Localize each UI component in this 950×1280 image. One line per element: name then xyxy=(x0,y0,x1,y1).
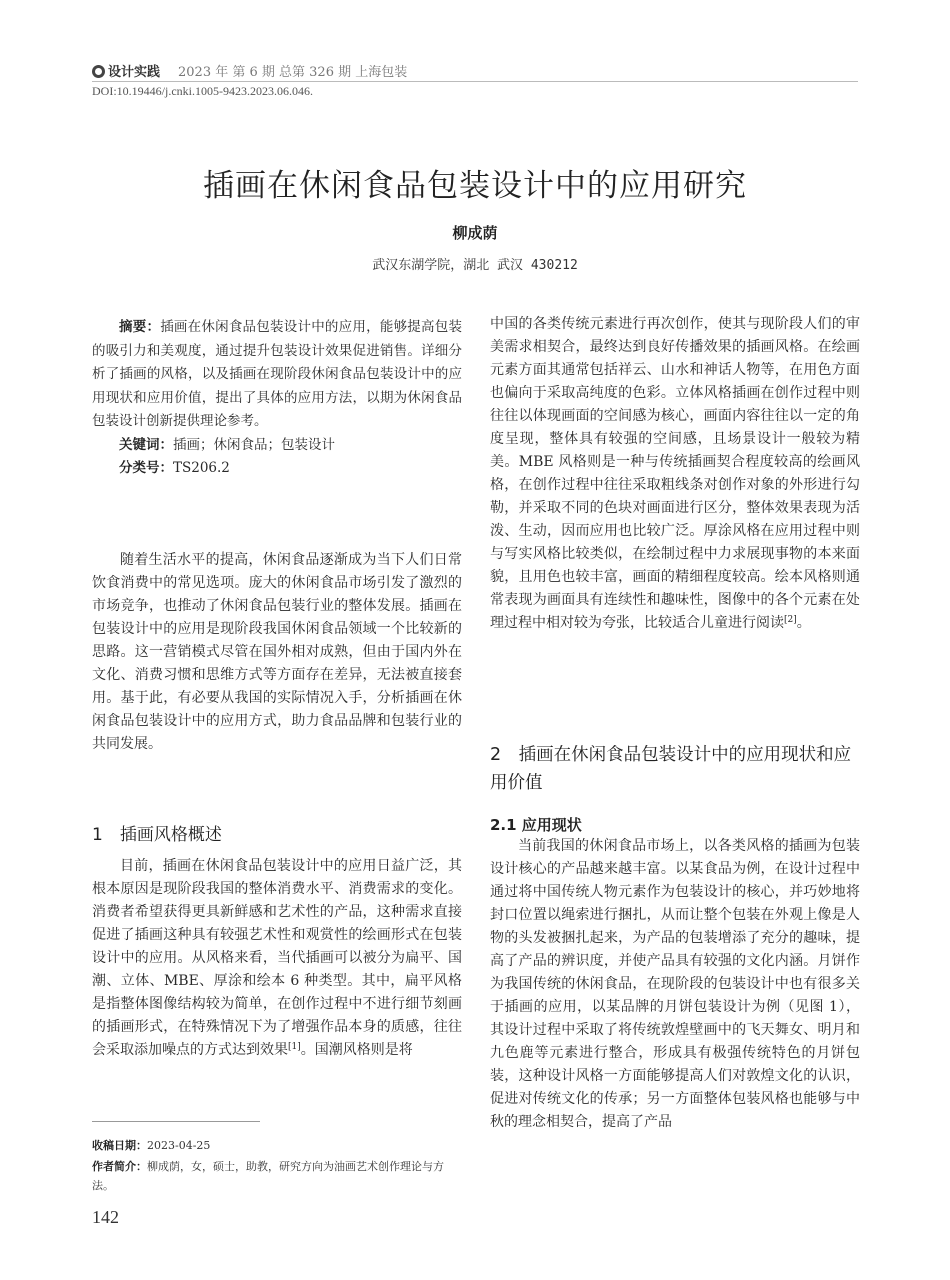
abstract-block xyxy=(92,316,462,481)
abstract-label: 摘要： xyxy=(119,319,161,335)
bio-label: 作者简介： xyxy=(92,1160,147,1173)
issue-info: 2023 年 第 6 期 总第 326 期 上海包装 xyxy=(178,65,408,80)
received-value: 2023-04-25 xyxy=(147,1139,211,1152)
author-name: 柳成荫 xyxy=(452,224,498,242)
journal-logo-icon xyxy=(92,65,105,78)
section-2-1-heading: 2.1 应用现状 xyxy=(490,816,582,834)
section-1-paragraph xyxy=(92,855,462,1062)
abstract-text: 插画在休闲食品包装设计中的应用，能够提高包装的吸引力和美观度，通过提升包装设计效果促进销售。详细分析了插画的风格，以及插画在现阶段休闲食品包装设计中的应用现状和应用价值，提出了具体的应用方法，以期为休闲食品包装设计创新提供理论参考。 xyxy=(92,319,462,429)
introduction xyxy=(92,549,462,756)
running-header xyxy=(92,61,858,81)
section-1-continuation xyxy=(490,313,860,635)
classification xyxy=(92,457,462,481)
author-affiliation: 武汉东湖学院，湖北 武汉 430212 xyxy=(372,258,578,273)
header-divider xyxy=(92,81,858,82)
classification-label: 分类号： xyxy=(119,460,173,476)
section-1-heading: 1 插画风格概述 xyxy=(92,825,222,845)
intro-paragraph: 随着生活水平的提高，休闲食品逐渐成为当下人们日常饮食消费中的常见选项。庞大的休闲食品市场引发了激烈的市场竞争，也推动了休闲食品包装行业的整体发展。插画在包装设计中的应用是现阶段我国休闲食品领域一个比较新的思路。这一营销模式尽管在国外相对成熟，但由于国内外在文化、消费习惯和思维方式等方面存在差异，无法被直接套用。基于此，有必要从我国的实际情况入手，分析插画在休闲食品包装设计中的应用方式，助力食品品牌和包装行业的共同发展。 xyxy=(92,552,462,752)
classification-code: TS206.2 xyxy=(173,460,230,476)
bio-text: 柳成荫，女，硕士，助教，研究方向为油画艺术创作理论与方法。 xyxy=(92,1160,444,1192)
footnote-divider xyxy=(92,1121,260,1122)
citation-2: [2] xyxy=(784,615,797,625)
journal-brand: 设计实践 xyxy=(108,65,161,80)
received-date xyxy=(92,1137,210,1153)
continuation-text: 中国的各类传统元素进行再次创作，使其与现阶段人们的审美需求相契合，最终达到良好传播效果的插画风格。在绘画元素方面其通常包括祥云、山水和神话人物等，在用色方面也偏向于采取高纯度的色彩。立体风格插画在创作过程中则往往以体现画面的空间感为核心，画面内容往往以一定的角度呈现，整体具有较强的空间感，且场景设计一般较为精美。MBE 风格则是一种与传统插画契合程度较高的绘画风格，在创作过程中往往采取粗线条对创作对象的外形进行勾勒，并采取不同的色块对画面进行区分，整体效果表现为活泼、生动，因而应用也比较广泛。厚涂风格在应用过程中则与写实风格比较类似，在绘制过程中力求展现事物的本来面貌，且用色也较丰富，画面的精细程度较高。绘本风格则通常表现为画面具有连续性和趣味性，图像中的各个元素在处理过程中相对较为夸张，比较适合儿童进行阅读 xyxy=(490,316,860,631)
author-bio xyxy=(92,1157,462,1195)
article-title: 插画在休闲食品包装设计中的应用研究 xyxy=(203,168,747,204)
page-number: 142 xyxy=(92,1207,119,1227)
section-1-body xyxy=(92,855,462,1062)
keywords-text: 插画；休闲食品；包装设计 xyxy=(173,436,335,453)
doi: DOI:10.19446/j.cnki.1005-9423.2023.06.046. xyxy=(92,84,313,98)
citation-1: [1] xyxy=(288,1042,301,1052)
continuation-tail: 。 xyxy=(796,615,811,631)
continuation-paragraph xyxy=(490,313,860,635)
section-1-tail: 。国潮风格则是将 xyxy=(300,1042,413,1058)
received-label: 收稿日期： xyxy=(92,1139,147,1152)
abstract xyxy=(92,316,462,434)
section-2-1-paragraph: 当前我国的休闲食品市场上，以各类风格的插画为包装设计核心的产品越来越丰富。以某食品为例，在设计过程中通过将中国传统人物元素作为包装设计的核心，并巧妙地将封口位置以绳索进行捆扎，从而让整个包装在外观上像是人物的头发被捆扎起来，为产品的包装增添了充分的趣味，提高了产品的辨识度，并使产品具有较强的文化内涵。月饼作为我国传统的休闲食品，在现阶段的包装设计中也有很多关于插画的应用，以某品牌的月饼包装设计为例（见图 1），其设计过程中采取了将传统敦煌壁画中的飞天舞女、明月和九色鹿等元素进行整合，形成具有极强传统特色的月饼包装，这种设计风格一方面能够提高人们对敦煌文化的认识，促进对传统文化的传承；另一方面整体包装风格也能够与中秋的理念相契合，提高了产品 xyxy=(490,838,860,1130)
keywords xyxy=(92,434,462,458)
section-1-text: 目前，插画在休闲食品包装设计中的应用日益广泛，其根本原因是现阶段我国的整体消费水平、消费需求的变化。消费者希望获得更具新鲜感和艺术性的产品，这种需求直接促进了插画这种具有较强艺术性和观赏性的绘画形式在包装设计中的应用。从风格来看，当代插画可以被分为扁平、国潮、立体、MBE、厚涂和绘本 6 种类型。其中，扁平风格是指整体图像结构较为简单，在创作过程中不进行细节刻画的插画形式，在特殊情况下为了增强作品本身的质感，往往会采取添加噪点的方式达到效果 xyxy=(92,858,462,1058)
section-2-heading: 2 插画在休闲食品包装设计中的应用现状和应用价值 xyxy=(490,745,852,793)
section-2-1-body xyxy=(490,835,860,1134)
keywords-label: 关键词： xyxy=(119,436,173,453)
